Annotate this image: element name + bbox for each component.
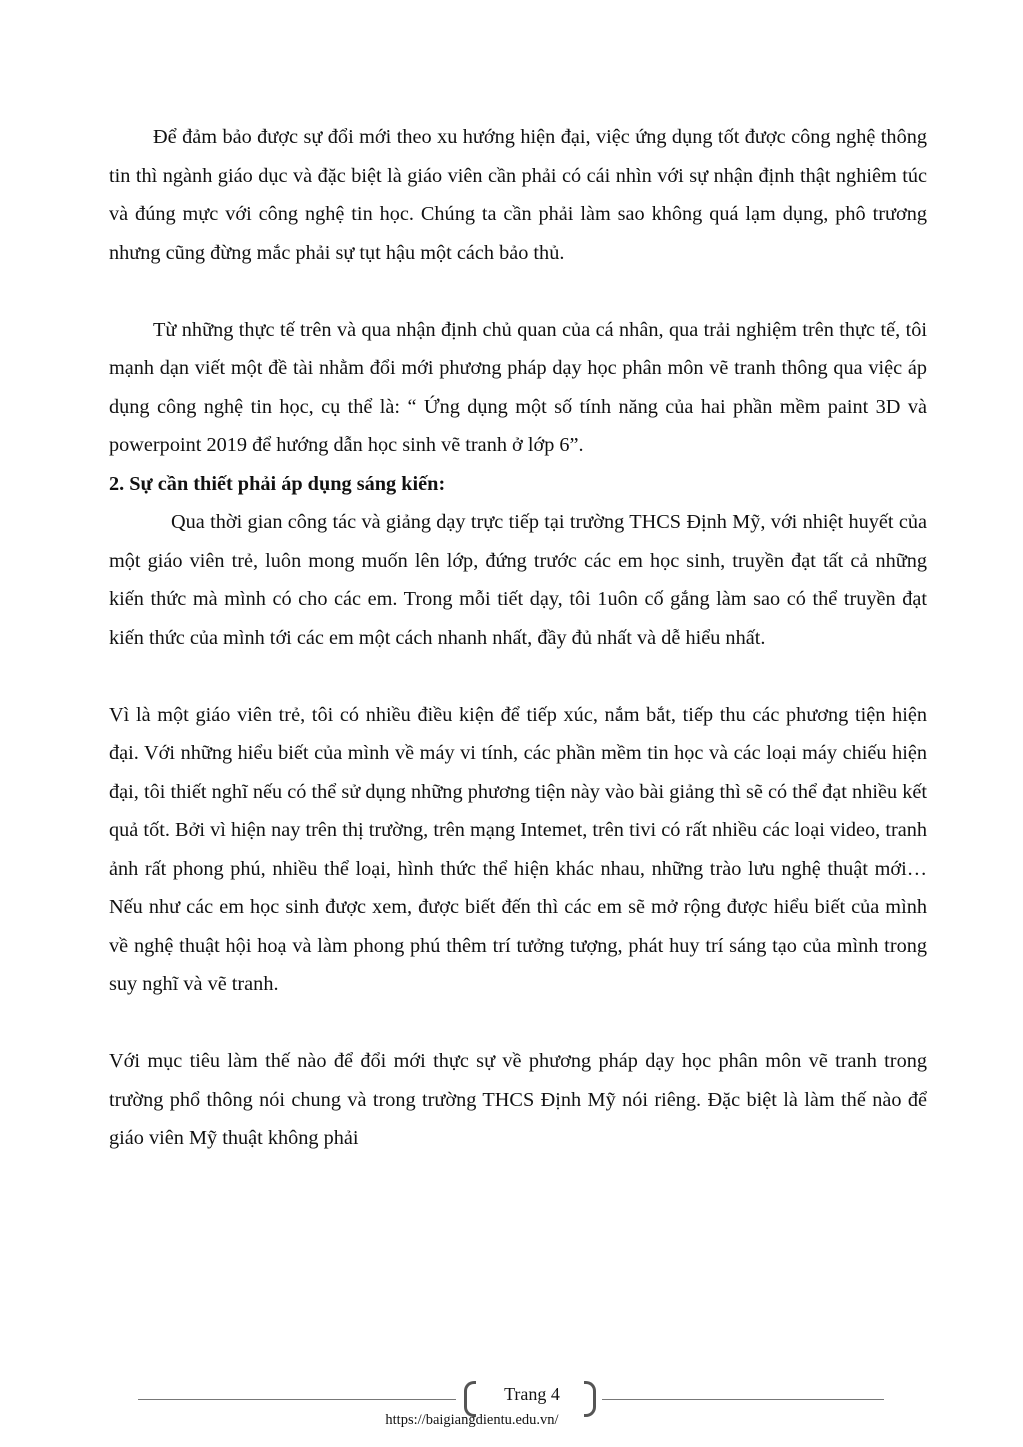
paragraph-3: Qua thời gian công tác và giảng dạy trực tiếp tại trường THCS Định Mỹ, với nhiệt huyết của một giáo viên trẻ, luôn mong muốn lên lớp, đứng trước các em học sinh, truyền đạt tất cả những kiến thức mà mình có cho các em. Trong mỗi tiết dạy, tôi 1uôn cố gắng làm sao có thể truyền đạt kiến thức của mình tới các em một cách nhanh nhất, đầy đủ nhất và dễ hiểu nhất. bbox=[109, 511, 927, 649]
paragraph-1: Để đảm bảo được sự đổi mới theo xu hướng hiện đại, việc ứng dụng tốt được công nghệ thông tin thì ngành giáo dục và đặc biệt là giáo viên cần phải có cái nhìn với sự nhận định thật nghiêm túc và đúng mực với công nghệ tin học. Chúng ta cần phải làm sao không quá lạm dụng, phô trương nhưng cũng đừng mắc phải sự tụt hậu một cách bảo thủ. bbox=[109, 126, 927, 264]
paragraph-gap bbox=[109, 657, 927, 696]
footer-url: https://baigiangdientu.edu.vn/ bbox=[385, 1412, 559, 1428]
page-body bbox=[109, 118, 927, 1158]
footer-rule-right bbox=[602, 1399, 884, 1400]
paragraph-2: Từ những thực tế trên và qua nhận định chủ quan của cá nhân, qua trải nghiệm trên thực tế, tôi mạnh dạn viết một đề tài nhằm đổi mới phương pháp dạy học phân môn vẽ tranh thông qua việc áp dụng công nghệ tin học, cụ thể là: “ Ứng dụng một số tính năng của hai phần mềm paint 3D và powerpoint 2019 để hướng dẫn học sinh vẽ tranh ở lớp 6”. bbox=[109, 318, 927, 456]
paragraph-gap bbox=[109, 1004, 927, 1043]
section-heading-2: 2. Sự cần thiết phải áp dụng sáng kiến: bbox=[109, 472, 446, 495]
paragraph-5: Với mục tiêu làm thế nào để đổi mới thực sự về phương pháp dạy học phân môn vẽ tranh trong trường phổ thông nói chung và trong trường THCS Định Mỹ nói riêng. Đặc biệt là làm thế nào để giáo viên Mỹ thuật không phải bbox=[109, 1050, 927, 1149]
paragraph-gap bbox=[109, 272, 927, 311]
page-number: Trang 4 bbox=[504, 1384, 560, 1404]
page-footer bbox=[0, 1378, 1023, 1438]
footer-rule-left bbox=[138, 1399, 456, 1400]
paragraph-4: Vì là một giáo viên trẻ, tôi có nhiều điều kiện để tiếp xúc, nắm bắt, tiếp thu các phương tiện hiện đại. Với những hiểu biết của mình về máy vi tính, các phần mềm tin học và các loại máy chiếu hiện đại, tôi thiết nghĩ nếu có thể sử dụng những phương tiện này vào bài giảng thì sẽ có thể đạt nhiều kết quả tốt. Bởi vì hiện nay trên thị trường, trên mạng Intemet, trên tivi có rất nhiều các loại video, tranh ảnh rất phong phú, nhiều thể loại, hình thức thể hiện khác nhau, những trào lưu nghệ thuật mới… Nếu như các em học sinh được xem, được biết đến thì các em sẽ mở rộng được hiểu biết của mình về nghệ thuật hội hoạ và làm phong phú thêm trí tưởng tượng, phát huy trí sáng tạo của mình trong suy nghĩ và vẽ tranh. bbox=[109, 703, 927, 995]
